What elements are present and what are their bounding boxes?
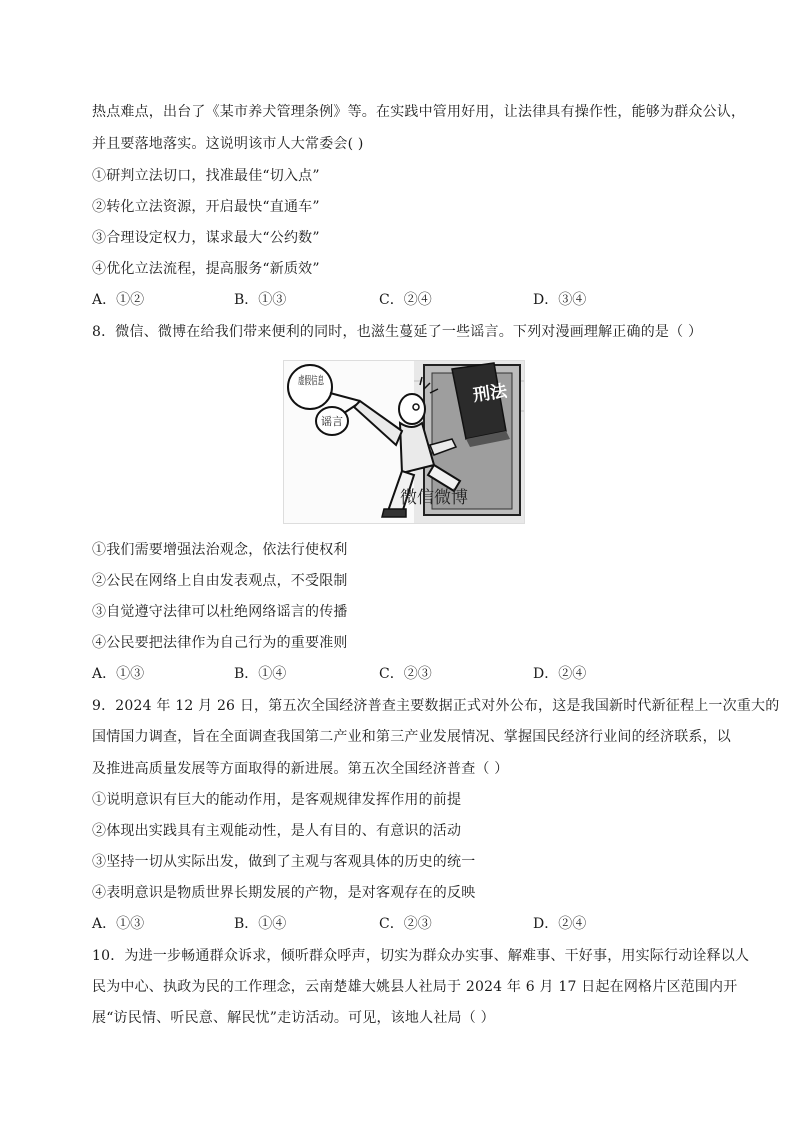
q9-item-1: ①说明意识有巨大的能动作用，是客观规律发挥作用的前提 [92,792,462,808]
q7-option-d[interactable]: D．③④ [533,292,587,308]
q9-line-2: 国情国力调查，旨在全面调查我国第二产业和第三产业发展情况、掌握国民经济行业间的经济联系，以 [92,729,731,745]
q7-item-4: ④优化立法流程，提高服务“新质效” [92,261,320,277]
q9-option-d[interactable]: D．②④ [533,916,587,932]
q7-line-1: 热点难点，出台了《某市养犬管理条例》等。在实践中管用好用，让法律具有操作性，能够为群众公认， [92,104,746,120]
q10-line-1: 10．为进一步畅通群众诉求，倾听群众呼声，切实为群众办实事、解难事、干好事，用实际行动诠释以人 [92,948,750,964]
q9-option-c[interactable]: C．②③ [379,916,432,932]
q8-stem: 8．微信、微博在给我们带来便利的同时，也滋生蔓延了一些谣言。下列对漫画理解正确的是（ ） [92,324,703,340]
q7-options [92,290,692,310]
rumor-bubble [316,405,356,435]
q9-line-3: 及推进高质量发展等方面取得的新进展。第五次全国经济普查（ ） [92,761,509,777]
q9-item-2: ②体现出实践具有主观能动性，是人有目的、有意识的活动 [92,823,462,839]
q9-option-a[interactable]: A．①③ [92,916,145,932]
q7-option-a[interactable]: A．①② [92,292,145,308]
q8-item-2: ②公民在网络上自由发表观点，不受限制 [92,573,348,589]
fake-info-bubble [288,365,360,409]
q9-item-3: ③坚持一切从实际出发，做到了主观与客观具体的历史的统一 [92,854,476,870]
cartoon-illustration [284,361,524,523]
q7-item-3: ③合理设定权力，谋求最大“公约数” [92,230,320,246]
q7-item-1: ①研判立法切口，找准最佳“切入点” [92,168,320,184]
q8-option-a[interactable]: A．①③ [92,666,145,682]
q8-options [92,664,692,684]
q7-line-2: 并且要落地落实。这说明该市人大常委会( ) [92,136,364,152]
q7-option-c[interactable]: C．②④ [379,292,432,308]
q7-option-b[interactable]: B．①③ [234,292,287,308]
q7-item-2: ②转化立法资源，开启最快“直通车” [92,199,320,215]
book-label: 刑法 [471,381,509,406]
q8-option-d[interactable]: D．②④ [533,666,587,682]
q10-line-2: 民为中心、执政为民的工作理念，云南楚雄大姚县人社局于 2024 年 6 月 17 日起在网格片区范围内开 [92,979,738,995]
q8-cartoon [283,360,525,524]
wechat-weibo-caption: 微信微博 [400,488,468,508]
fake-info-label: 虚假信息 [298,374,342,387]
q8-item-3: ③自觉遵守法律可以杜绝网络谣言的传播 [92,604,348,620]
q8-item-4: ④公民要把法律作为自己行为的重要准则 [92,635,348,651]
q9-item-4: ④表明意识是物质世界长期发展的产物，是对客观存在的反映 [92,885,476,901]
q8-option-c[interactable]: C．②③ [379,666,432,682]
rumor-label: 谣言 [321,415,343,428]
q8-item-1: ①我们需要增强法治观念，依法行使权利 [92,542,348,558]
q9-line-1: 9．2024 年 12 月 26 日，第五次全国经济普查主要数据正式对外公布，这是我国新时代新征程上一次重大的 [92,698,780,714]
q10-line-3: 展“访民情、听民意、解民忧”走访活动。可见，该地人社局（ ） [92,1010,495,1026]
q9-option-b[interactable]: B．①④ [234,916,287,932]
q9-options [92,914,692,934]
q8-option-b[interactable]: B．①④ [234,666,287,682]
